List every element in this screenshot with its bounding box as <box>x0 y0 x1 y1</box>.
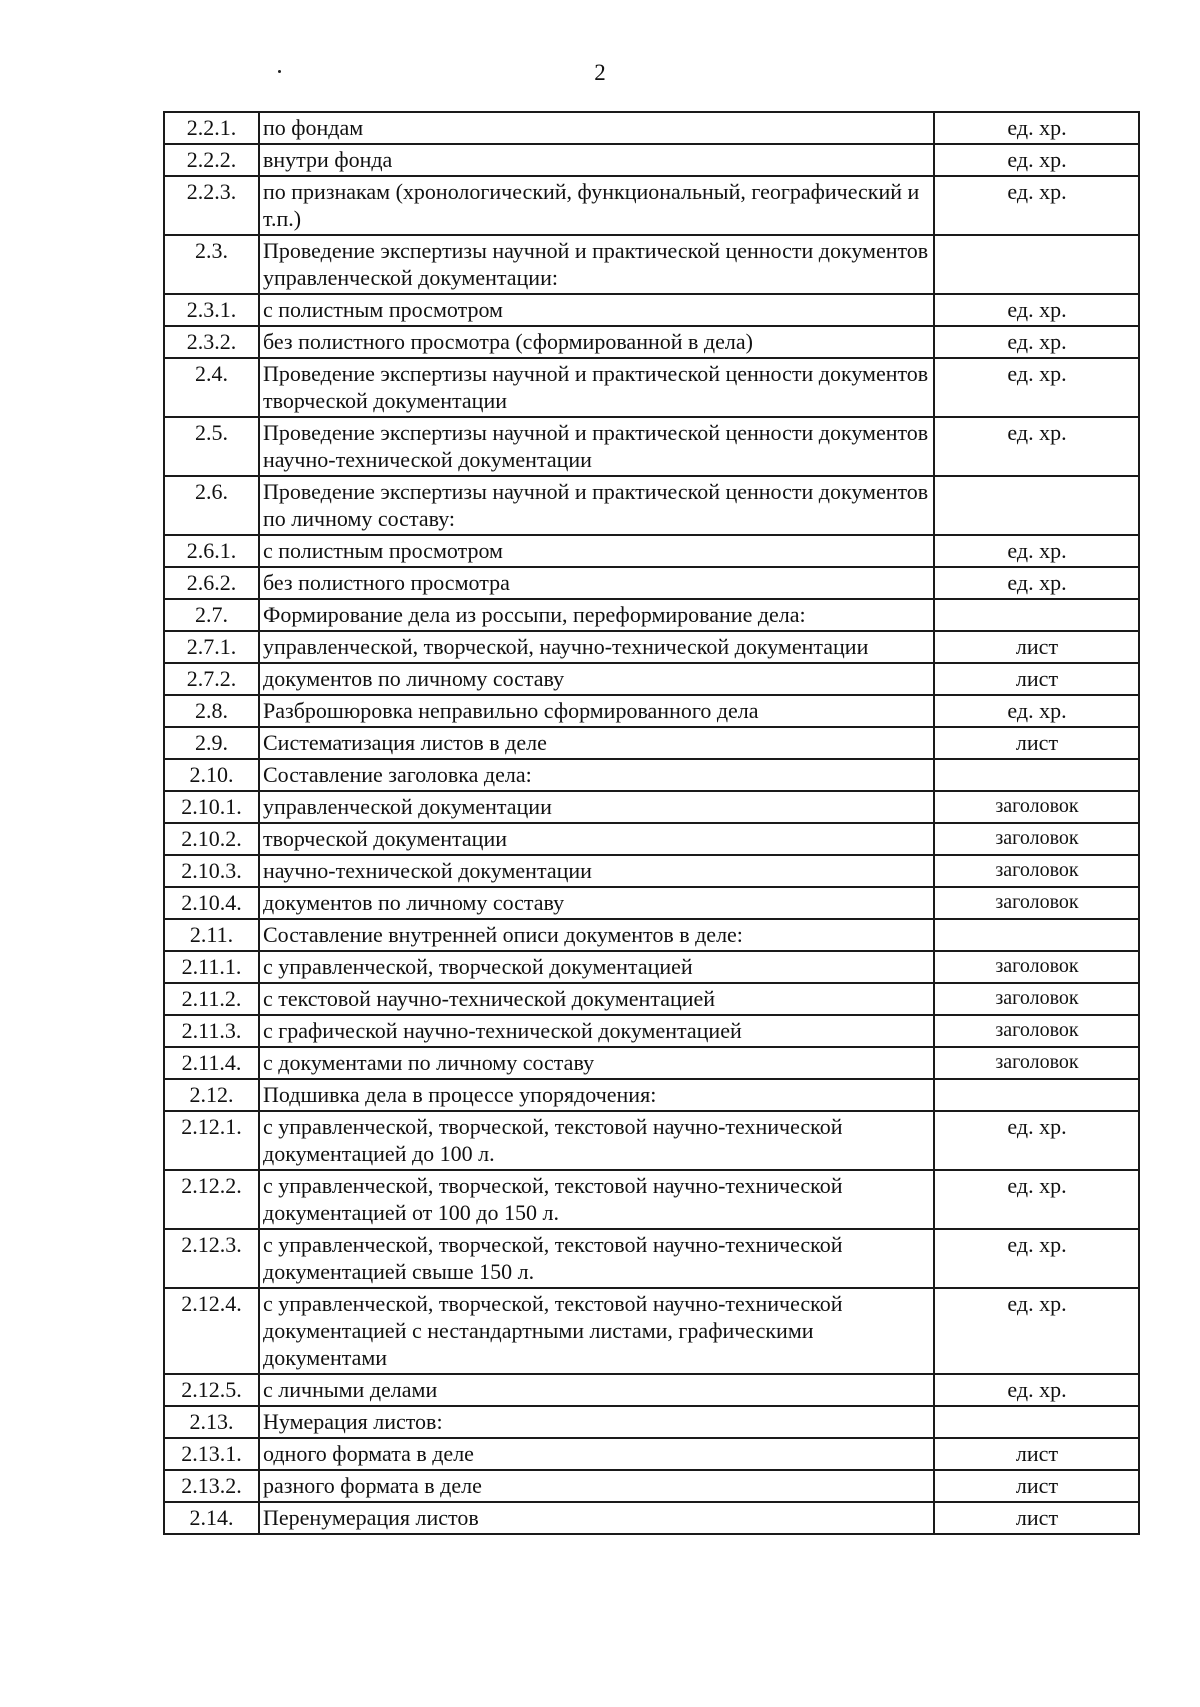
item-description: Составление заголовка дела: <box>259 759 934 791</box>
item-description: Проведение экспертизы научной и практической ценности документов управленческой документации: <box>259 235 934 294</box>
table-row <box>164 855 1139 887</box>
item-number: 2.13.1. <box>164 1438 259 1470</box>
item-unit: ед. хр. <box>934 567 1139 599</box>
item-number: 2.3. <box>164 235 259 294</box>
item-number: 2.4. <box>164 358 259 417</box>
table-row <box>164 1502 1139 1534</box>
scan-artifact-dot <box>278 70 281 73</box>
table-row <box>164 476 1139 535</box>
item-number: 2.12.4. <box>164 1288 259 1374</box>
item-unit <box>934 599 1139 631</box>
table-row <box>164 791 1139 823</box>
item-description: с управленческой, творческой документацией <box>259 951 934 983</box>
item-unit: ед. хр. <box>934 1111 1139 1170</box>
table-row <box>164 727 1139 759</box>
item-unit: лист <box>934 727 1139 759</box>
item-number: 2.10.4. <box>164 887 259 919</box>
table-row <box>164 983 1139 1015</box>
item-number: 2.2.1. <box>164 112 259 144</box>
item-number: 2.6.1. <box>164 535 259 567</box>
item-description: Нумерация листов: <box>259 1406 934 1438</box>
item-number: 2.8. <box>164 695 259 727</box>
table-row <box>164 417 1139 476</box>
item-description: управленческой, творческой, научно-технической документации <box>259 631 934 663</box>
item-description: без полистного просмотра <box>259 567 934 599</box>
table-row <box>164 294 1139 326</box>
item-unit: заголовок <box>934 951 1139 983</box>
item-unit: лист <box>934 663 1139 695</box>
item-number: 2.7.1. <box>164 631 259 663</box>
item-number: 2.12.5. <box>164 1374 259 1406</box>
item-unit <box>934 235 1139 294</box>
item-unit: ед. хр. <box>934 1229 1139 1288</box>
item-unit: заголовок <box>934 823 1139 855</box>
item-unit <box>934 919 1139 951</box>
item-description: по фондам <box>259 112 934 144</box>
item-number: 2.3.1. <box>164 294 259 326</box>
item-number: 2.12.3. <box>164 1229 259 1288</box>
item-number: 2.13. <box>164 1406 259 1438</box>
item-unit <box>934 1406 1139 1438</box>
table-row <box>164 1374 1139 1406</box>
item-description: с управленческой, творческой, текстовой научно-технической документацией от 100 до 150 л. <box>259 1170 934 1229</box>
item-number: 2.3.2. <box>164 326 259 358</box>
item-description: управленческой документации <box>259 791 934 823</box>
table-row <box>164 1047 1139 1079</box>
item-unit: лист <box>934 631 1139 663</box>
table-body <box>164 112 1139 1534</box>
item-number: 2.10.3. <box>164 855 259 887</box>
item-number: 2.2.2. <box>164 144 259 176</box>
item-unit: ед. хр. <box>934 144 1139 176</box>
table-row <box>164 112 1139 144</box>
item-unit: заголовок <box>934 887 1139 919</box>
item-number: 2.5. <box>164 417 259 476</box>
table-row <box>164 176 1139 235</box>
table-row <box>164 823 1139 855</box>
item-unit <box>934 759 1139 791</box>
table-row <box>164 1111 1139 1170</box>
item-unit: заголовок <box>934 855 1139 887</box>
item-number: 2.10.1. <box>164 791 259 823</box>
item-unit: ед. хр. <box>934 1288 1139 1374</box>
item-number: 2.12. <box>164 1079 259 1111</box>
item-description: документов по личному составу <box>259 663 934 695</box>
table-row <box>164 951 1139 983</box>
item-description: Проведение экспертизы научной и практической ценности документов творческой документации <box>259 358 934 417</box>
table-row <box>164 695 1139 727</box>
table-row <box>164 1438 1139 1470</box>
item-number: 2.6.2. <box>164 567 259 599</box>
table-row <box>164 1288 1139 1374</box>
item-number: 2.12.2. <box>164 1170 259 1229</box>
item-description: с полистным просмотром <box>259 294 934 326</box>
table-row <box>164 1170 1139 1229</box>
item-description: Перенумерация листов <box>259 1502 934 1534</box>
item-unit: ед. хр. <box>934 176 1139 235</box>
item-number: 2.2.3. <box>164 176 259 235</box>
item-description: с управленческой, творческой, текстовой научно-технической документацией с нестандартными листами, графическими документами <box>259 1288 934 1374</box>
item-description: по признакам (хронологический, функциональный, географический и т.п.) <box>259 176 934 235</box>
item-number: 2.9. <box>164 727 259 759</box>
work-norms-table <box>163 111 1140 1535</box>
item-number: 2.11.1. <box>164 951 259 983</box>
item-description: творческой документации <box>259 823 934 855</box>
page-number: 2 <box>594 60 606 85</box>
item-description: Разброшюровка неправильно сформированного дела <box>259 695 934 727</box>
item-number: 2.10.2. <box>164 823 259 855</box>
table-row <box>164 567 1139 599</box>
item-description: с управленческой, творческой, текстовой научно-технической документацией до 100 л. <box>259 1111 934 1170</box>
item-number: 2.11.3. <box>164 1015 259 1047</box>
item-unit: ед. хр. <box>934 417 1139 476</box>
item-number: 2.11. <box>164 919 259 951</box>
item-unit: ед. хр. <box>934 535 1139 567</box>
item-unit: ед. хр. <box>934 1374 1139 1406</box>
item-unit: заголовок <box>934 1015 1139 1047</box>
item-number: 2.12.1. <box>164 1111 259 1170</box>
item-unit: ед. хр. <box>934 695 1139 727</box>
table-row <box>164 144 1139 176</box>
table-row <box>164 1015 1139 1047</box>
item-description: без полистного просмотра (сформированной в дела) <box>259 326 934 358</box>
item-unit: ед. хр. <box>934 294 1139 326</box>
item-description: Систематизация листов в деле <box>259 727 934 759</box>
item-description: с документами по личному составу <box>259 1047 934 1079</box>
item-description: разного формата в деле <box>259 1470 934 1502</box>
table-row <box>164 535 1139 567</box>
item-description: Проведение экспертизы научной и практической ценности документов научно-технической документации <box>259 417 934 476</box>
item-unit: заголовок <box>934 983 1139 1015</box>
item-description: Формирование дела из россыпи, переформирование дела: <box>259 599 934 631</box>
item-unit: ед. хр. <box>934 112 1139 144</box>
table-row <box>164 663 1139 695</box>
table-row <box>164 1229 1139 1288</box>
item-unit: ед. хр. <box>934 326 1139 358</box>
item-description: с управленческой, творческой, текстовой научно-технической документацией свыше 150 л. <box>259 1229 934 1288</box>
item-unit: ед. хр. <box>934 1170 1139 1229</box>
table-row <box>164 1079 1139 1111</box>
item-number: 2.10. <box>164 759 259 791</box>
item-description: Подшивка дела в процессе упорядочения: <box>259 1079 934 1111</box>
item-number: 2.11.2. <box>164 983 259 1015</box>
item-description: с личными делами <box>259 1374 934 1406</box>
table-row <box>164 1470 1139 1502</box>
item-number: 2.11.4. <box>164 1047 259 1079</box>
item-unit: заголовок <box>934 791 1139 823</box>
item-unit <box>934 476 1139 535</box>
table-row <box>164 599 1139 631</box>
item-number: 2.7. <box>164 599 259 631</box>
item-description: научно-технической документации <box>259 855 934 887</box>
item-description: одного формата в деле <box>259 1438 934 1470</box>
item-number: 2.13.2. <box>164 1470 259 1502</box>
table-row <box>164 631 1139 663</box>
item-number: 2.14. <box>164 1502 259 1534</box>
item-unit <box>934 1079 1139 1111</box>
item-number: 2.6. <box>164 476 259 535</box>
item-number: 2.7.2. <box>164 663 259 695</box>
table-row <box>164 326 1139 358</box>
item-description: с текстовой научно-технической документацией <box>259 983 934 1015</box>
table-row <box>164 919 1139 951</box>
table-row <box>164 887 1139 919</box>
item-unit: лист <box>934 1470 1139 1502</box>
table-row <box>164 1406 1139 1438</box>
item-unit: лист <box>934 1438 1139 1470</box>
item-description: документов по личному составу <box>259 887 934 919</box>
table-row <box>164 358 1139 417</box>
item-unit: ед. хр. <box>934 358 1139 417</box>
item-description: с полистным просмотром <box>259 535 934 567</box>
item-description: внутри фонда <box>259 144 934 176</box>
item-description: Составление внутренней описи документов в деле: <box>259 919 934 951</box>
item-description: Проведение экспертизы научной и практической ценности документов по личному составу: <box>259 476 934 535</box>
table-row <box>164 235 1139 294</box>
item-unit: заголовок <box>934 1047 1139 1079</box>
item-description: с графической научно-технической документацией <box>259 1015 934 1047</box>
table-row <box>164 759 1139 791</box>
item-unit: лист <box>934 1502 1139 1534</box>
